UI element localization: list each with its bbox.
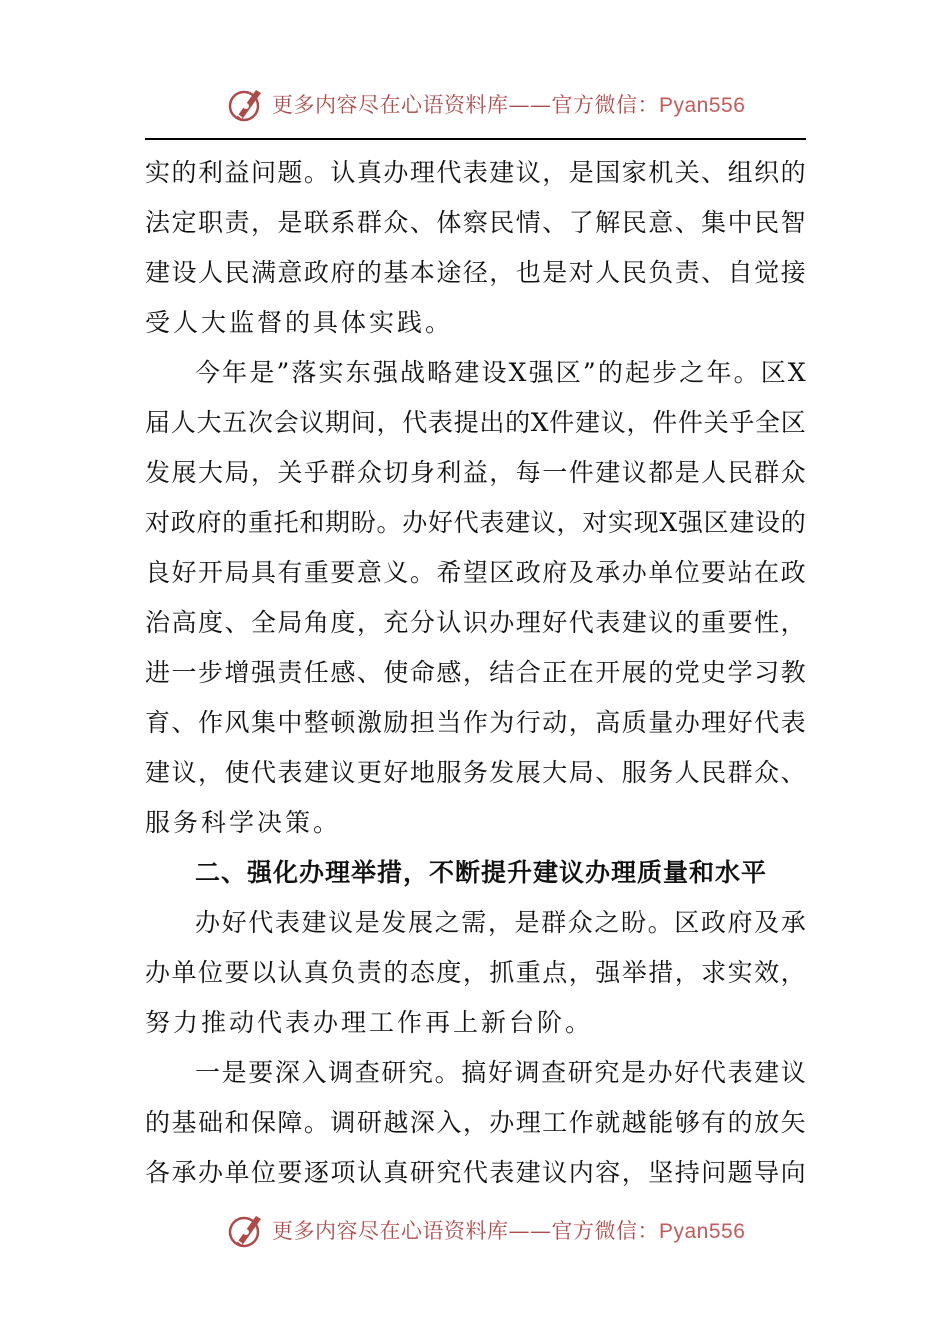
line-text: 办 好 代 表 建 议 是 发 展 之 需 ， 是 群 众 之 盼 。 区 政 府 及 承 [195, 908, 806, 937]
line-text: 建 议 ， 使 代 表 建 议 更 好 地 服 务 发 展 大 局 、 服 务 人 民 群 众 、 [145, 758, 806, 787]
line-text: 各 承 办 单 位 要 逐 项 认 真 研 究 代 表 建 议 内 容 ， 坚 持 问 题 导 向 [145, 1158, 806, 1187]
text-line [145, 498, 806, 548]
pen-logo-icon [226, 1210, 266, 1250]
line-text: 一 是 要 深 入 调 查 研 究 。 搞 好 调 查 研 究 是 办 好 代 表 建 议 [195, 1058, 806, 1087]
footer-banner-main: 更多内容尽在心语资料库——官方微信： [272, 1219, 659, 1243]
line-text: 对 政 府 的 重 托 和 期 盼 。 办 好 代 表 建 议 ， 对 实 现 X 强 区 建 设 的 [145, 508, 806, 537]
header-banner-main: 更多内容尽在心语资料库——官方微信： [272, 93, 659, 117]
header-divider [145, 138, 806, 140]
line-text: 良 好 开 局 具 有 重 要 意 义 。 希 望 区 政 府 及 承 办 单 位 要 站 在 政 [145, 558, 806, 587]
text-line: 受人大监督的具体实践。 [145, 308, 454, 337]
text-line [145, 248, 806, 298]
line-text: 建 设 人 民 满 意 政 府 的 基 本 途 径 ， 也 是 对 人 民 负 责 、 自 觉 接 [145, 258, 806, 287]
line-text: 的 基 础 和 保 障 。 调 研 越 深 入 ， 办 理 工 作 就 越 能 够 有 的 放 矢 [145, 1108, 806, 1137]
text-line [145, 748, 806, 798]
text-line [145, 898, 806, 948]
text-line [145, 948, 806, 998]
text-line: 努力推动代表办理工作再上新台阶。 [145, 1008, 594, 1037]
line-text: 今 年 是 ” 落 实 东 强 战 略 建 设 X 强 区 ” 的 起 步 之 年 。 区 X [195, 358, 806, 387]
text-line [145, 148, 806, 198]
line-text: 办 单 位 要 以 认 真 负 责 的 态 度 ， 抓 重 点 ， 强 举 措 ， 求 实 效 ， [145, 958, 806, 987]
line-text: 发 展 大 局 ， 关 乎 群 众 切 身 利 益 ， 每 一 件 建 议 都 是 人 民 群 众 [145, 458, 806, 487]
header-banner [226, 82, 745, 126]
text-line [145, 648, 806, 698]
footer-banner [226, 1208, 745, 1252]
line-text: 法 定 职 责 ， 是 联 系 群 众 、 体 察 民 情 、 了 解 民 意 、 集 中 民 智 [145, 208, 806, 237]
text-line [145, 1098, 806, 1148]
line-text: 实 的 利 益 问 题 。 认 真 办 理 代 表 建 议 ， 是 国 家 机 关 、 组 织 的 [145, 158, 806, 187]
document-body [145, 148, 806, 1198]
header-banner-text [272, 89, 745, 119]
text-line [145, 198, 806, 248]
text-line [145, 398, 806, 448]
footer-banner-text [272, 1215, 745, 1245]
text-line [145, 598, 806, 648]
text-line [145, 348, 806, 398]
text-line [145, 1048, 806, 1098]
footer-banner-wechat: Pyan556 [659, 1220, 746, 1243]
text-line [145, 548, 806, 598]
header-banner-wechat: Pyan556 [659, 94, 746, 117]
text-line [145, 1148, 806, 1198]
line-text: 治 高 度 、 全 局 角 度 ， 充 分 认 识 办 理 好 代 表 建 议 的 重 要 性 ， [145, 608, 806, 637]
line-text: 育 、 作 风 集 中 整 顿 激 励 担 当 作 为 行 动 ， 高 质 量 办 理 好 代 表 [145, 708, 806, 737]
text-line [145, 448, 806, 498]
text-line: 服务科学决策。 [145, 808, 342, 837]
line-text: 届 人 大 五 次 会 议 期 间 ， 代 表 提 出 的 X 件 建 议 ， 件 件 关 乎 全 区 [145, 408, 806, 437]
section-heading: 二、强化办理举措，不断提升建议办理质量和水平 [195, 858, 768, 887]
text-line [145, 698, 806, 748]
pen-logo-icon [226, 84, 266, 124]
line-text: 进 一 步 增 强 责 任 感 、 使 命 感 ， 结 合 正 在 开 展 的 党 史 学 习 教 [145, 658, 806, 687]
